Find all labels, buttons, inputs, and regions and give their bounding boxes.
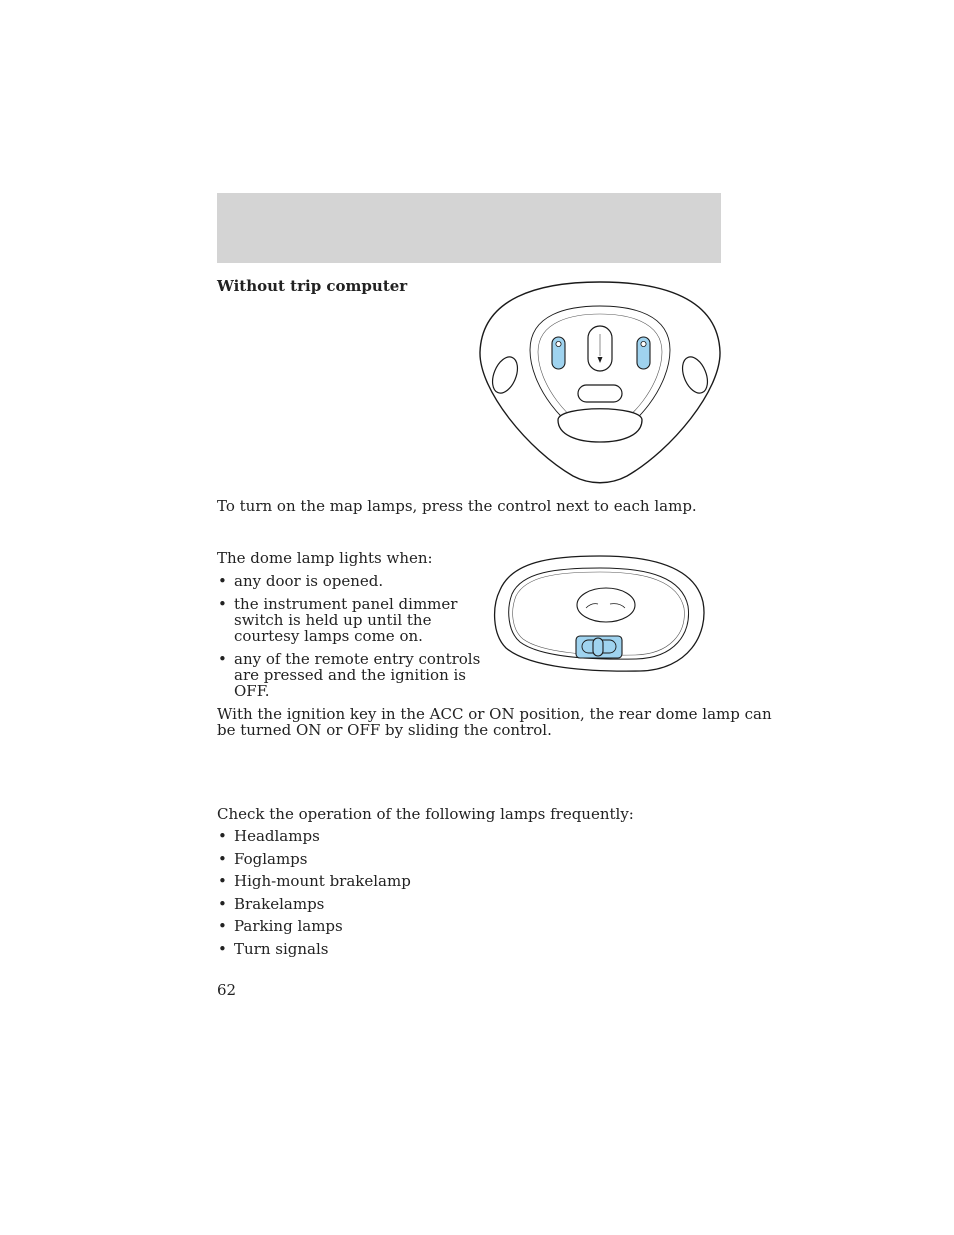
list-item: • Foglamps (217, 851, 411, 867)
map-lamps-instruction: To turn on the map lamps, press the control next to each lamp. (217, 497, 697, 515)
list-item: • any of the remote entry controls are pressed and the ignition is OFF. (217, 651, 480, 699)
overhead-console-illustration (478, 280, 722, 486)
lamp-check-list (217, 828, 411, 957)
list-item: • Parking lamps (217, 918, 411, 934)
list-item: • Turn signals (217, 941, 411, 957)
storage-bin-door (558, 409, 642, 442)
rear-dome-note-line-1: With the ignition key in the ACC or ON position, the rear dome lamp can (217, 705, 772, 723)
list-item: • Brakelamps (217, 896, 411, 912)
rear-dome-note-line-2: be turned ON or OFF by sliding the control. (217, 721, 552, 739)
dome-lamp-intro: The dome lamp lights when: (217, 549, 433, 567)
page-number: 62 (217, 981, 237, 999)
list-item: • Headlamps (217, 828, 411, 844)
small-switch (578, 385, 622, 402)
console-outline (480, 282, 720, 483)
rear-dome-lamp-illustration (490, 554, 708, 676)
list-item: • the instrument panel dimmer switch is held up until the courtesy lamps come on. (217, 596, 480, 644)
section-header-band (217, 193, 721, 263)
list-item: • any door is opened. (217, 573, 480, 589)
list-item: • High-mount brakelamp (217, 873, 411, 889)
slide-switch-knob (593, 638, 603, 656)
dome-lamp-conditions (217, 573, 480, 699)
lamp-check-intro: Check the operation of the following lamps frequently: (217, 805, 634, 823)
dome-lamp-light (577, 588, 635, 622)
section-heading: Without trip computer (217, 277, 408, 295)
